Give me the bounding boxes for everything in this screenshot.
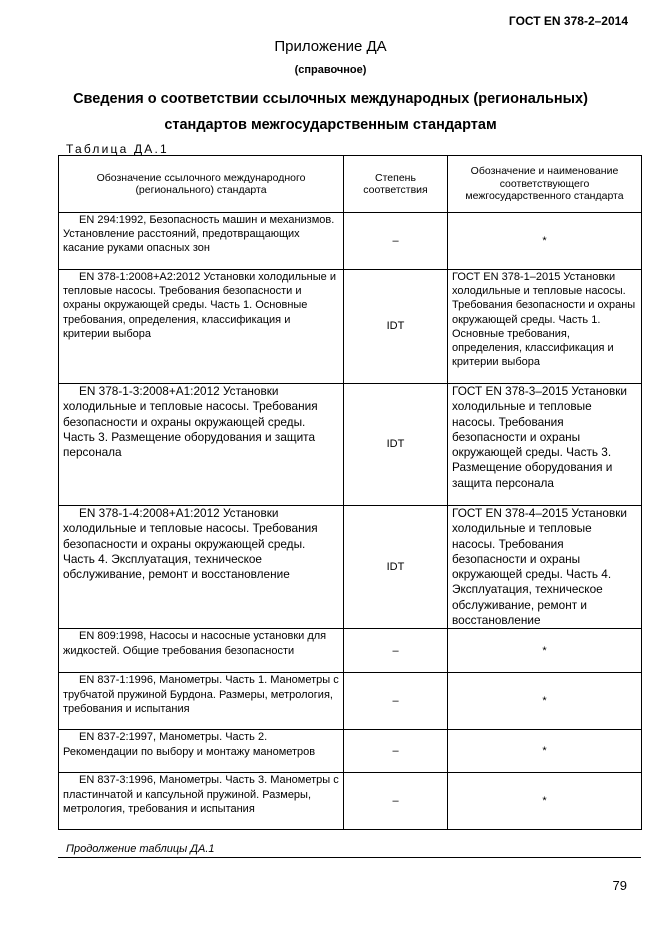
cell-interstate: ГОСТ EN 378-4–2015 Установки холодильные и тепловые насосы. Требования безопасности и охраны окружающей среды. Часть 4. Эксплуатация, техническое обслуживание, ремонт и восстановление bbox=[448, 506, 642, 629]
header-reference-standard: Обозначение ссылочного международного (регионального) стандарта bbox=[59, 156, 344, 213]
cell-interstate: * bbox=[448, 773, 642, 830]
header-degree: Степень соответствия bbox=[344, 156, 448, 213]
cell-reference: EN 809:1998, Насосы и насосные установки для жидкостей. Общие требования безопасности bbox=[59, 629, 344, 673]
cell-reference: EN 837-1:1996, Манометры. Часть 1. Манометры с трубчатой пружиной Бурдона. Размеры, метрология, требования и испытания bbox=[59, 673, 344, 730]
cell-interstate: ГОСТ EN 378-3–2015 Установки холодильные и тепловые насосы. Требования безопасности и охраны окружающей среды. Часть 3. Размещение оборудования и защита персонала bbox=[448, 384, 642, 506]
section-heading-line-2: стандартов межгосударственным стандартам bbox=[164, 117, 497, 133]
cell-degree: IDT bbox=[344, 270, 448, 384]
table-row bbox=[59, 270, 642, 384]
cell-degree: – bbox=[344, 730, 448, 773]
header-interstate-standard: Обозначение и наименование соответствующего межгосударственного стандарта bbox=[448, 156, 642, 213]
table-row bbox=[59, 213, 642, 270]
cell-degree: IDT bbox=[344, 506, 448, 629]
cell-interstate: ГОСТ EN 378-1–2015 Установки холодильные и тепловые насосы. Требования безопасности и охраны окружающей среды. Часть 1. Основные требования, определения, классификация и критерии выбора bbox=[448, 270, 642, 384]
cell-reference: EN 837-2:1997, Манометры. Часть 2. Рекомендации по выбору и монтажу манометров bbox=[59, 730, 344, 773]
cell-degree: – bbox=[344, 773, 448, 830]
cell-degree: – bbox=[344, 673, 448, 730]
cell-degree: IDT bbox=[344, 384, 448, 506]
reference-text: EN 294:1992, Безопасность машин и механизмов. Установление расстояний, предотвращающих касание руками опасных зон bbox=[63, 214, 335, 255]
table-row bbox=[59, 384, 642, 506]
cell-interstate: * bbox=[448, 629, 642, 673]
correspondence-table bbox=[58, 155, 642, 830]
table-row bbox=[59, 506, 642, 629]
cell-reference: EN 378-1:2008+A2:2012 Установки холодильные и тепловые насосы. Требования безопасности и охраны окружающей среды. Часть 1. Основные требования, определения, классификация и критерии выбора bbox=[59, 270, 344, 384]
table-continuation-note: Продолжение таблицы ДА.1 bbox=[66, 843, 215, 855]
cell-degree: – bbox=[344, 213, 448, 270]
cell-reference: EN 378-1-4:2008+A1:2012 Установки холодильные и тепловые насосы. Требования безопасности и охраны окружающей среды. Часть 4. Эксплуатация, техническое обслуживание, ремонт и восстановление bbox=[59, 506, 344, 629]
cell-reference: EN 378-1-3:2008+A1:2012 Установки холодильные и тепловые насосы. Требования безопасности и охраны окружающей среды. Часть 3. Размещение оборудования и защита персонала bbox=[59, 384, 344, 506]
appendix-subtitle: (справочное) bbox=[294, 64, 367, 76]
table-header-row bbox=[59, 156, 642, 213]
document-code: ГОСТ EN 378-2–2014 bbox=[508, 14, 628, 28]
appendix-title: Приложение ДА bbox=[274, 38, 387, 55]
footer-divider bbox=[58, 857, 641, 858]
table-row bbox=[59, 673, 642, 730]
table-row bbox=[59, 629, 642, 673]
section-heading-line-1: Сведения о соответствии ссылочных международных (региональных) bbox=[73, 91, 588, 107]
cell-degree: – bbox=[344, 629, 448, 673]
cell-interstate: * bbox=[448, 730, 642, 773]
table-caption: Таблица ДА.1 bbox=[66, 142, 169, 156]
table-row bbox=[59, 773, 642, 830]
cell-reference bbox=[59, 213, 344, 270]
cell-reference: EN 837-3:1996, Манометры. Часть 3. Манометры с пластинчатой и капсульной пружиной. Размеры, метрология, требования и испытания bbox=[59, 773, 344, 830]
page-number: 79 bbox=[612, 878, 627, 893]
cell-interstate: * bbox=[448, 213, 642, 270]
section-heading bbox=[0, 86, 661, 138]
table-row bbox=[59, 730, 642, 773]
cell-interstate: * bbox=[448, 673, 642, 730]
